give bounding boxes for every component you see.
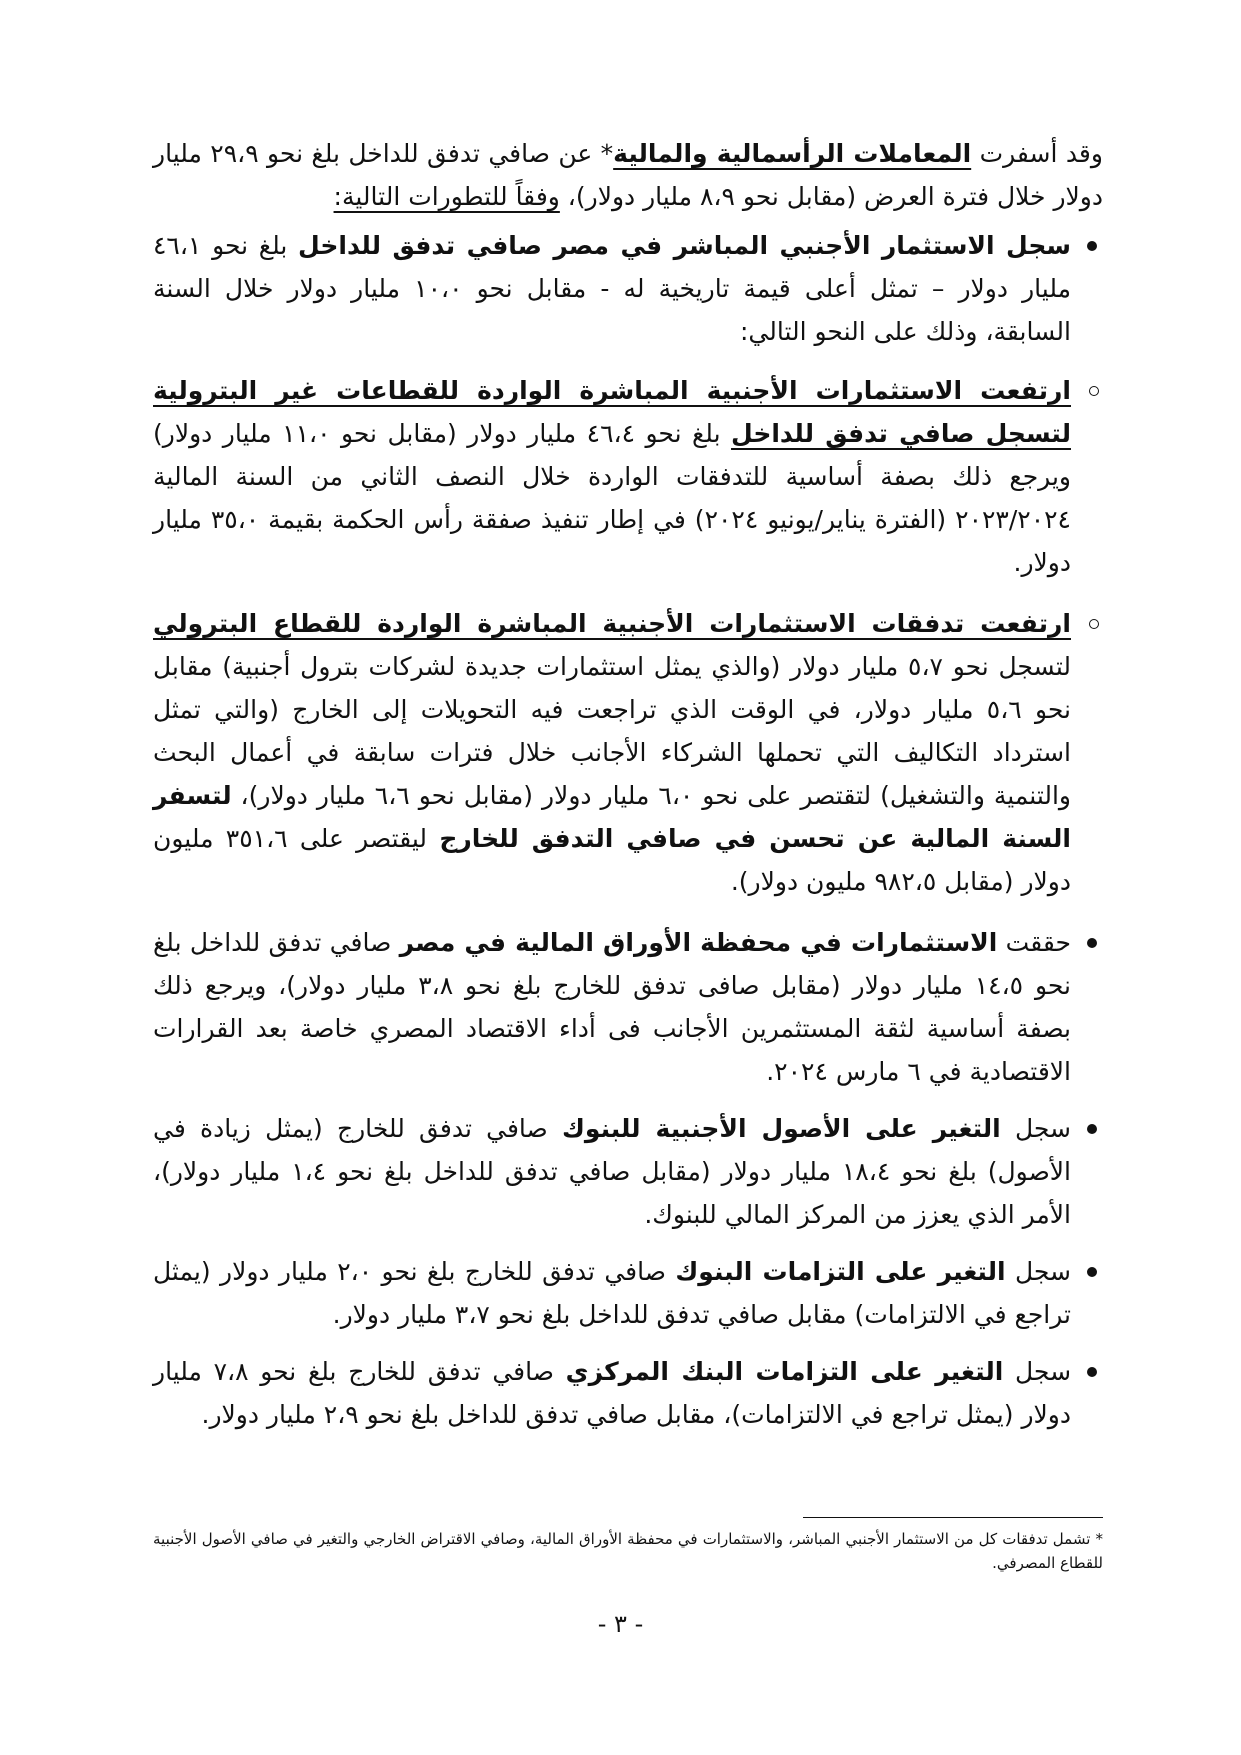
- fdi-text: بلغ نحو ٤٦،١ مليار دولار – تمثل أعلى قيمة تاريخية له - مقابل نحو ١٠،٠ مليار دولار خلال السنة السابقة، وذلك على النحو التالي:: [153, 231, 1072, 346]
- list-item-bank-assets: [153, 1107, 1071, 1236]
- bank-liabilities-text-1: سجل: [1005, 1257, 1072, 1286]
- fdi-non-petroleum-text: بلغ نحو ٤٦،٤ مليار دولار (مقابل نحو ١١،٠ مليار دولار) ويرجع ذلك بصفة أساسية للتدفقات الواردة خلال النصف الثاني من السنة المالية ٢٠٢٣/٢٠٢٤ (الفترة يناير/يونيو ٢٠٢٤) في إطار تنفيذ صفقة رأس الحكمة بقيمة ٣٥،٠ مليار دولار.: [153, 419, 1071, 577]
- fdi-sublist: [153, 369, 1071, 903]
- page-body: [153, 132, 1103, 1450]
- fdi-non-petroleum-lead: ارتفعت الاستثمارات الأجنبية المباشرة الواردة للقطاعات غير البترولية لتسجل صافي تدفق للداخل: [153, 376, 1071, 448]
- cb-liabilities-text-2: صافي تدفق للخارج بلغ نحو ٧،٨ مليار دولار (يمثل تراجع في الالتزامات)، مقابل صافي تدفق للداخل بلغ نحو ٢،٩ مليار دولار.: [153, 1357, 1071, 1429]
- intro-text-2: * عن صافي تدفق للداخل بلغ نحو ٢٩،٩ مليار دولار خلال فترة العرض (مقابل نحو ٨،٩ مليار دولار)،: [153, 139, 1103, 211]
- fdi-petroleum-result: لتسفر السنة المالية عن تحسن في صافي التدفق للخارج: [153, 781, 1071, 853]
- fdi-petroleum-lead: ارتفعت تدفقات الاستثمارات الأجنبية المباشرة الواردة للقطاع البترولي: [153, 609, 1071, 638]
- list-item-fdi-non-petroleum: [153, 369, 1071, 584]
- page-number: - ٣ -: [597, 1610, 644, 1638]
- fdi-petroleum-text: لتسجل نحو ٥،٧ مليار دولار (والذي يمثل استثمارات جديدة لشركات بترول أجنبية) مقابل نحو ٥،٦ مليار دولار، في الوقت الذي تراجعت فيه التحويلات إلى الخارج (والتي تمثل استرداد التكاليف التي تحملها الشركاء الأجانب خلال فترات سابقة في أعمال البحث والتنمية والتشغيل) لتقتصر على نحو ٦،٠ مليار دولار (مقابل نحو ٦،٦ مليار دولار)،: [153, 652, 1071, 810]
- list-item-fdi-petroleum: [153, 602, 1071, 903]
- list-item-cb-liabilities: [153, 1350, 1071, 1436]
- capital-financial-transactions-term: المعاملات الرأسمالية والمالية: [613, 139, 972, 168]
- intro-paragraph: [153, 132, 1103, 218]
- fdi-lead: سجل الاستثمار الأجنبي المباشر في مصر صافي تدفق للداخل: [298, 231, 1071, 260]
- intro-developments-lead: وفقاً للتطورات التالية:: [333, 182, 560, 211]
- list-item-fdi: [153, 224, 1071, 903]
- bank-liabilities-text-2: صافي تدفق للخارج بلغ نحو ٢،٠ مليار دولار (يمثل تراجع في الالتزامات) مقابل صافي تدفق للداخل بلغ نحو ٣،٧ مليار دولار.: [153, 1257, 1071, 1329]
- cb-liabilities-lead: التغير على التزامات البنك المركزي: [565, 1357, 1004, 1386]
- cb-liabilities-text-1: سجل: [1003, 1357, 1072, 1386]
- list-item-portfolio: [153, 921, 1071, 1093]
- bank-assets-text-1: سجل: [1000, 1114, 1071, 1143]
- fdi-petroleum-end: ليقتصر على ٣٥١،٦ مليون دولار (مقابل ٩٨٢،٥ مليون دولار).: [153, 824, 1071, 896]
- intro-text-1: وقد أسفرت: [971, 139, 1103, 168]
- portfolio-text-2: صافي تدفق للداخل بلغ نحو ١٤،٥ مليار دولار (مقابل صافى تدفق للخارج بلغ نحو ٣،٨ مليار دولار)، ويرجع ذلك بصفة أساسية لثقة المستثمرين الأجانب فى أداء الاقتصاد المصري خاصة بعد القرارات الاقتصادية في ٦ مارس ٢٠٢٤.: [153, 928, 1072, 1086]
- footnote: * تشمل تدفقات كل من الاستثمار الأجنبي المباشر، والاستثمارات في محفظة الأوراق المالية، وصافي الاقتراض الخارجي والتغير في صافي الأصول الأجنبية للقطاع المصرفي.: [153, 1530, 1103, 1572]
- bank-assets-text-2: صافي تدفق للخارج (يمثل زيادة في الأصول) بلغ نحو ١٨،٤ مليار دولار (مقابل صافي تدفق للداخل بلغ نحو ١،٤ مليار دولار)، الأمر الذي يعزز من المركز المالي للبنوك.: [153, 1114, 1071, 1229]
- footnote-separator: [803, 1517, 1103, 1518]
- bank-liabilities-lead: التغير على التزامات البنوك: [675, 1257, 1006, 1286]
- bank-assets-lead: التغير على الأصول الأجنبية للبنوك: [561, 1114, 1001, 1143]
- portfolio-text-1: حققت: [997, 928, 1071, 957]
- list-item-bank-liabilities: [153, 1250, 1071, 1336]
- portfolio-lead: الاستثمارات في محفظة الأوراق المالية في مصر: [399, 928, 998, 957]
- developments-list: [153, 224, 1103, 1436]
